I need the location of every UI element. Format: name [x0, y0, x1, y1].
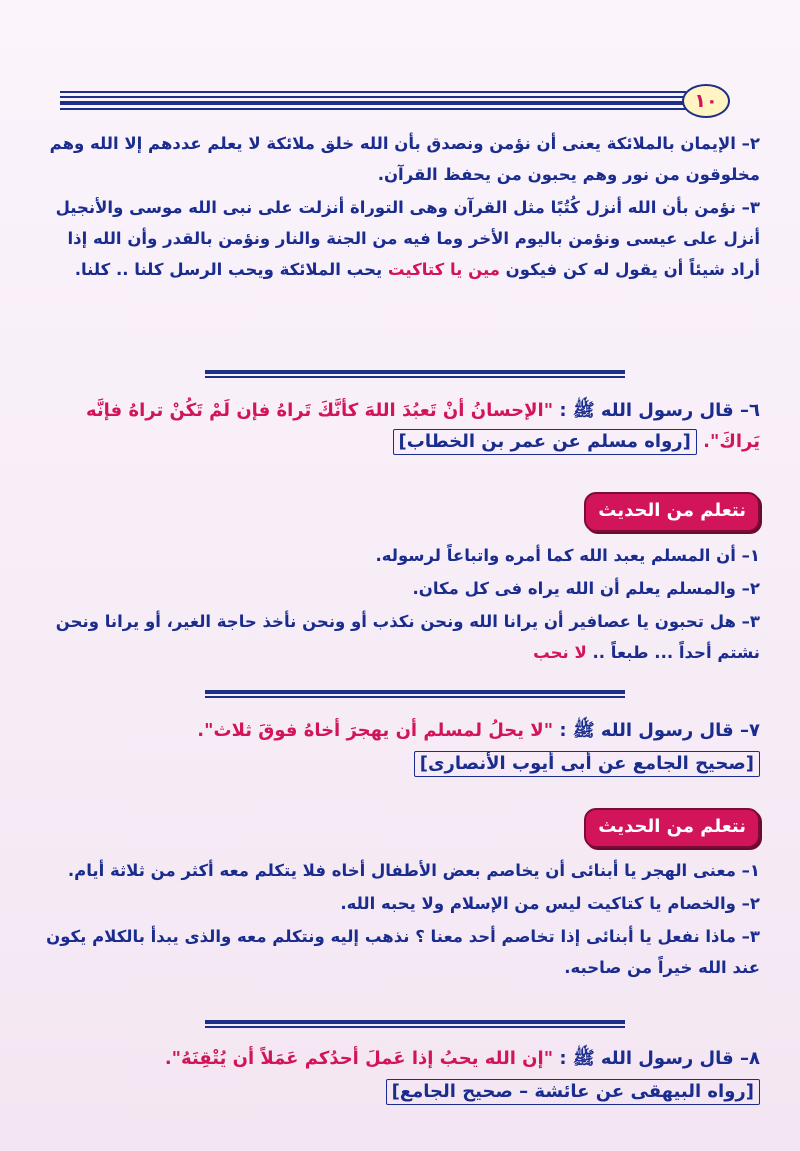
list-item — [40, 888, 760, 919]
item-text: معنى الهجر يا أبنائى أن يخاصم بعض الأطفال أخاه فلا يتكلم معه أكثر من ثلاثة أيام. — [67, 861, 736, 880]
hadith-intro: قال رسول الله ﷺ : — [559, 400, 734, 421]
beliefs-section — [40, 128, 760, 287]
hadith-number: ٦– — [740, 400, 760, 421]
hadith-intro: قال رسول الله ﷺ : — [559, 720, 734, 741]
hadith-text: "لا يحلُ لمسلم أن يهجرَ أخاهُ فوقَ ثلاث". — [197, 720, 554, 741]
item-number: ٢– — [741, 134, 760, 153]
lesson-title: نتعلم من الحديث — [584, 492, 760, 532]
item-text: هل تحبون يا عصافير أن يرانا الله ونحن نكذب أو ونحن نأخذ حاجة الغير، أو يرانا ونحن نشتم أحداً ... طبعاً .. — [55, 612, 760, 662]
item-number: ٢– — [741, 579, 760, 598]
hadith-source: [رواه البيهقى عن عائشة – صحيح الجامع] — [386, 1079, 760, 1105]
hadith-7 — [40, 715, 760, 781]
item-text: الإيمان بالملائكة يعنى أن نؤمن ونصدق بأن الله خلق ملائكة لا يعلم عددهم إلا الله وهم مخلوقون من نور وهم يحبون من يحفظ القرآن. — [49, 134, 760, 184]
hadith-8 — [40, 1043, 760, 1109]
hadith-line — [40, 395, 760, 457]
page-header — [60, 84, 730, 120]
header-rule — [60, 91, 686, 113]
item-text: أن المسلم يعبد الله كما أمره واتباعاً لرسوله. — [375, 546, 736, 565]
hadith-number: ٧– — [740, 720, 760, 741]
list-item — [40, 855, 760, 886]
hadith-number: ٨– — [740, 1048, 760, 1069]
lesson-1-list — [40, 540, 760, 670]
hadith-text: "الإحسانُ أنْ تَعبُدَ اللهَ كأنَّكَ تَراهُ فإن لَمْ تَكُنْ تراهُ فإنَّه يَراكَ". — [85, 400, 760, 452]
section-divider — [205, 1020, 625, 1024]
item-number: ١– — [741, 546, 760, 565]
page-number: ١٠ — [682, 84, 730, 118]
hadith-source-line — [40, 1076, 760, 1107]
list-item — [40, 540, 760, 571]
hadith-source: [رواه مسلم عن عمر بن الخطاب] — [393, 429, 697, 455]
item-number: ٣– — [741, 198, 760, 217]
hadith-line — [40, 1043, 760, 1074]
item-text: والخصام يا كتاكيت ليس من الإسلام ولا يحبه الله. — [340, 894, 736, 913]
hadith-intro: قال رسول الله ﷺ : — [559, 1048, 734, 1069]
list-item — [40, 606, 760, 668]
list-item — [40, 573, 760, 604]
belief-item-2 — [40, 128, 760, 190]
item-number: ٣– — [741, 612, 760, 631]
section-divider — [205, 690, 625, 694]
belief-item-3 — [40, 192, 760, 285]
item-number: ٢– — [741, 894, 760, 913]
hadith-6 — [40, 395, 760, 459]
section-divider — [205, 370, 625, 374]
item-text: يحب الملائكة ويحب الرسل كلنا .. كلنا. — [74, 260, 383, 279]
item-text: والمسلم يعلم أن الله يراه فى كل مكان. — [412, 579, 736, 598]
lesson-2-list — [40, 855, 760, 985]
item-text: نؤمن بأن الله أنزل كُتُبًا مثل القرآن وهى التوراة أنزلت على نبى الله موسى والأنجيل أنزل على عيسى ونؤمن باليوم الأخر وما فيه من الجنة والنار ونؤمن بالقدر وأن الله إذا أراد شيئاً أن يقول له كن فيكون — [55, 198, 760, 279]
item-highlight: لا نحب — [533, 643, 587, 662]
hadith-line — [40, 715, 760, 746]
item-text: ماذا نفعل يا أبنائى إذا تخاصم أحد معنا ؟ نذهب إليه ونتكلم معه والذى يبدأ بالكلام يكون عند الله خيراً من صاحبه. — [46, 927, 760, 977]
hadith-source-line — [40, 748, 760, 779]
lesson-title: نتعلم من الحديث — [584, 808, 760, 848]
item-number: ١– — [741, 861, 760, 880]
hadith-text: "إن الله يحبُ إذا عَملَ أحدُكم عَمَلاً أن يُتْقِنَهُ". — [164, 1048, 554, 1069]
hadith-source: [صحيح الجامع عن أبى أيوب الأنصارى] — [414, 751, 760, 777]
list-item — [40, 921, 760, 983]
item-number: ٣– — [741, 927, 760, 946]
item-highlight: مين يا كتاكيت — [387, 260, 500, 279]
